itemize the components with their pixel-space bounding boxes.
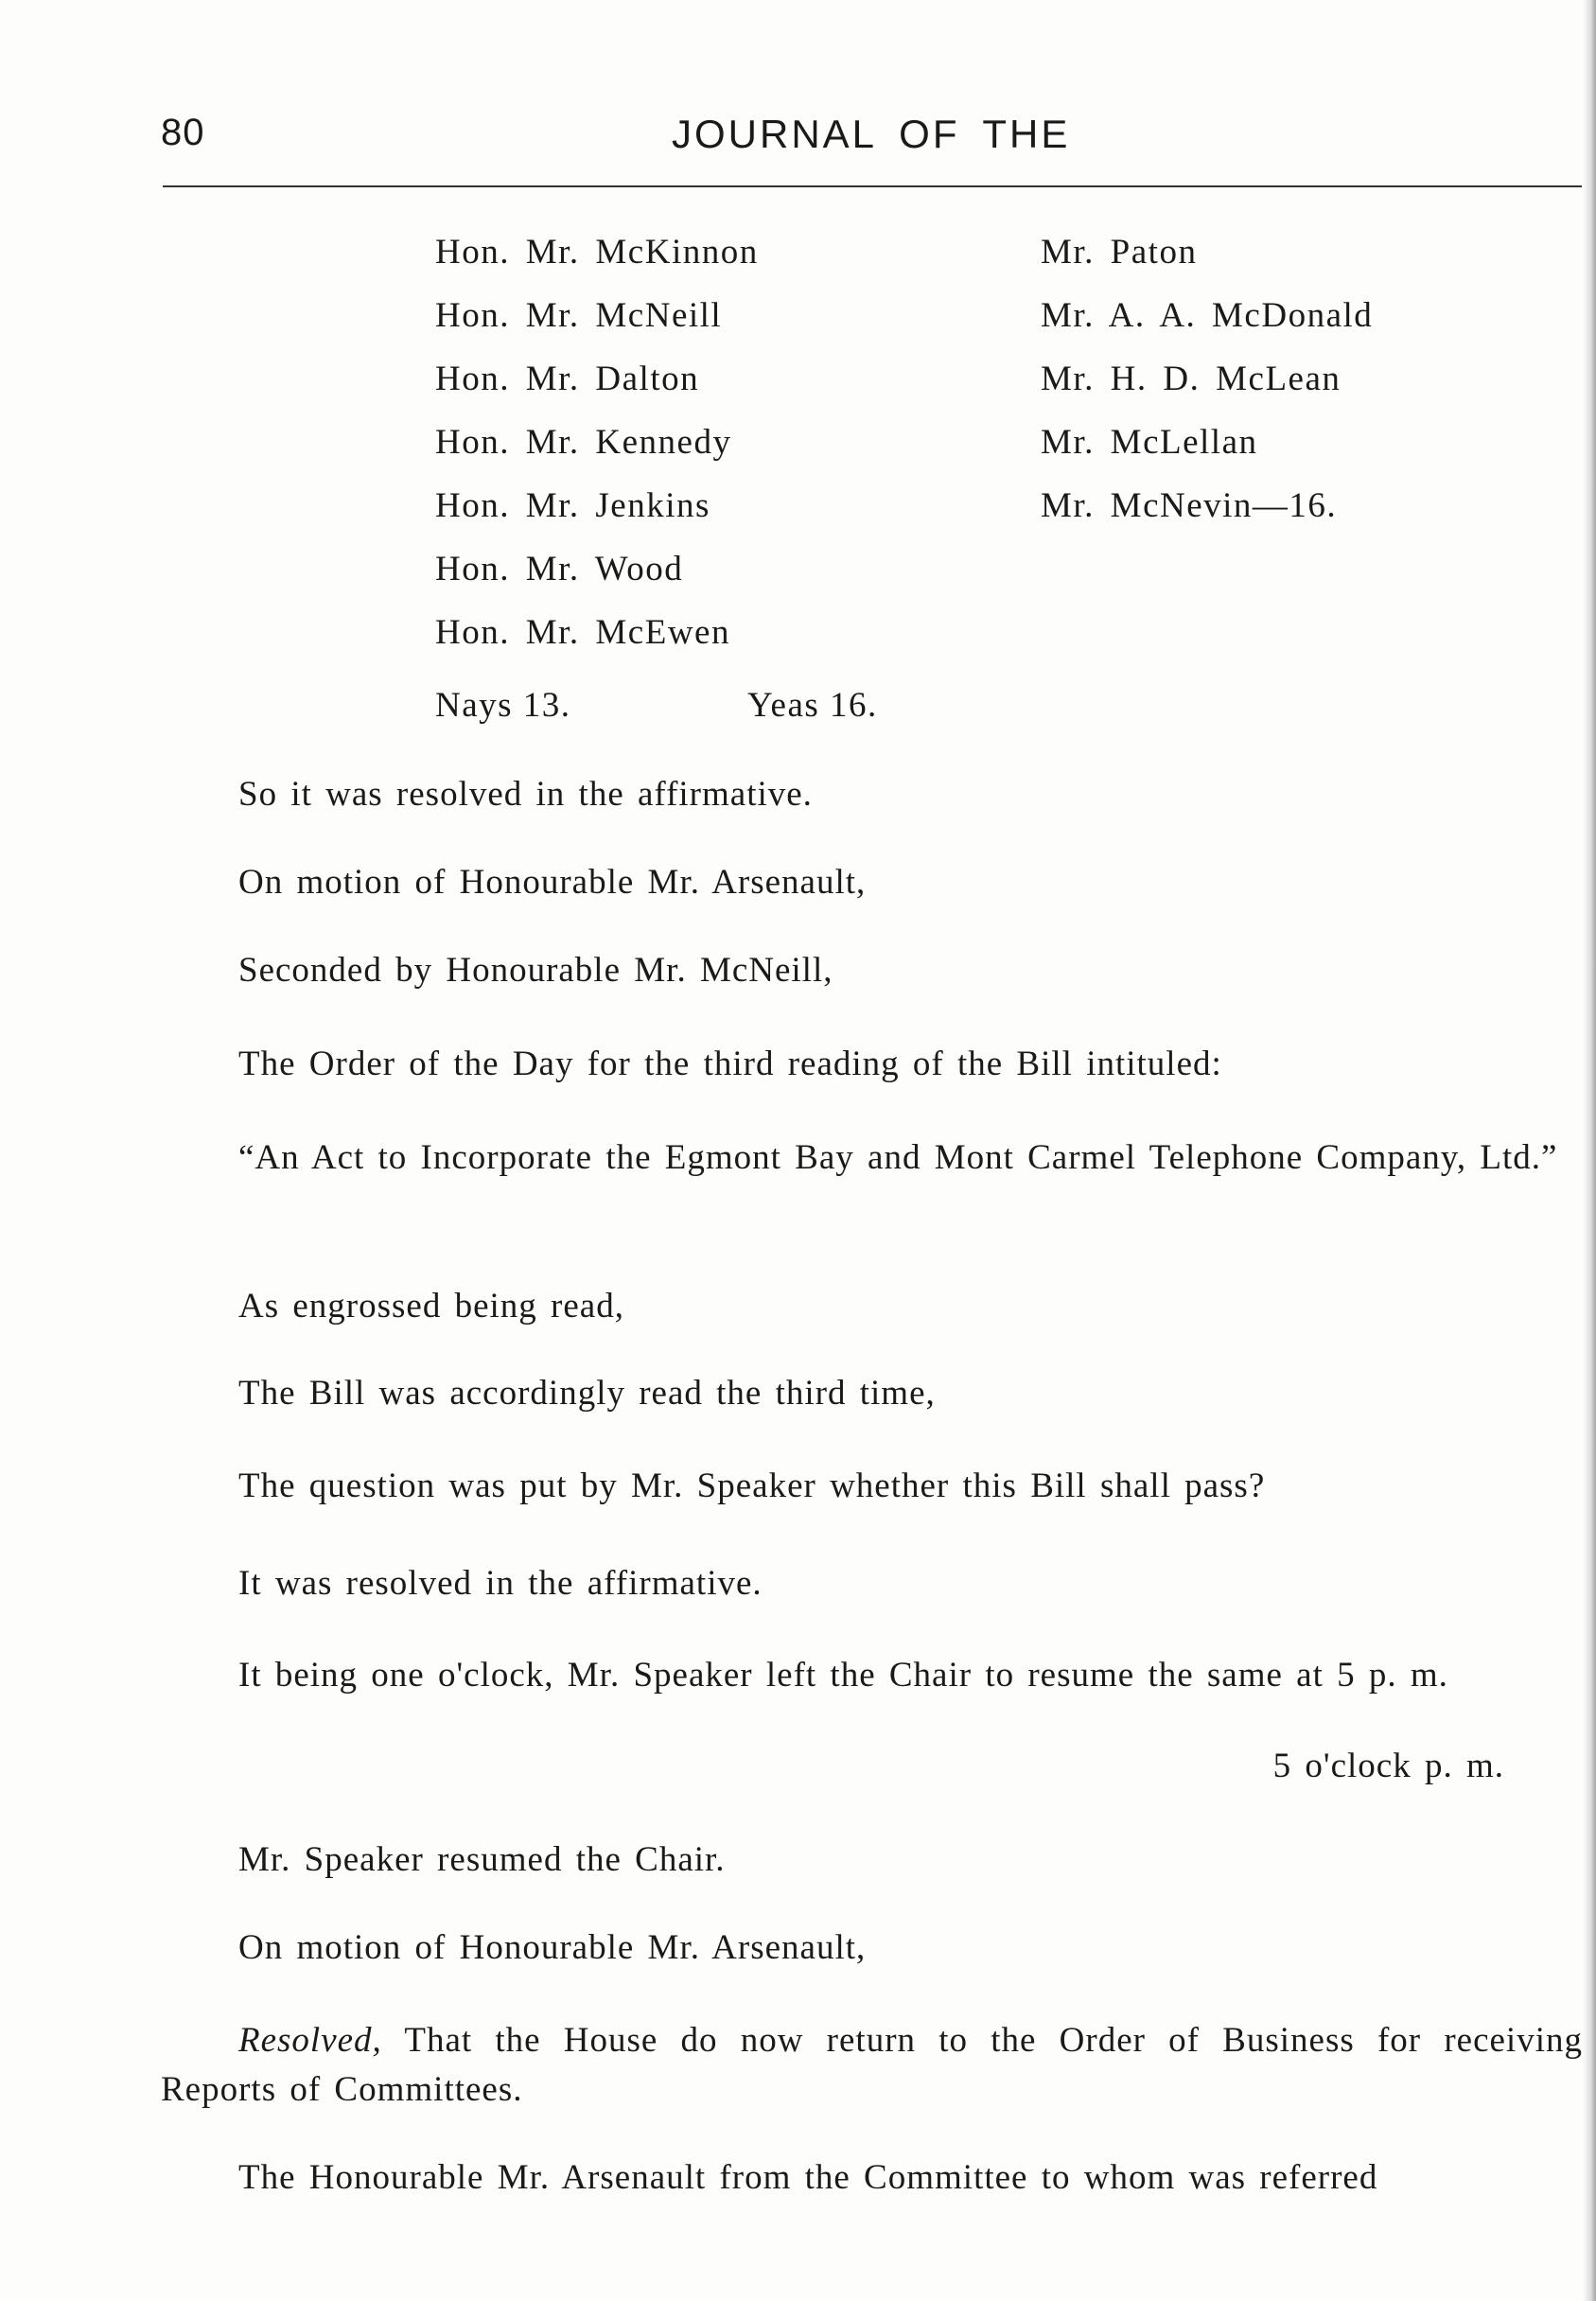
vote-name: Hon. Mr. McNeill <box>435 296 723 335</box>
paragraph: As engrossed being read, <box>238 1287 624 1326</box>
paragraph: The Order of the Day for the third reading of the Bill intituled: <box>238 1045 1222 1083</box>
paragraph: The Honourable Mr. Arsenault from the Committee to whom was referred <box>238 2158 1378 2197</box>
paragraph: Mr. Speaker resumed the Chair. <box>238 1840 726 1879</box>
vote-name: Mr. Paton <box>1041 233 1198 272</box>
vote-name: Mr. H. D. McLean <box>1041 360 1342 398</box>
resolved-label: Resolved, <box>238 2021 382 2060</box>
paragraph: On motion of Honourable Mr. Arsenault, <box>238 863 867 902</box>
vote-tally <box>435 685 1097 732</box>
paragraph: On motion of Honourable Mr. Arsenault, <box>238 1928 867 1967</box>
yeas-count: Yeas 16. <box>747 686 878 725</box>
vote-name: Hon. Mr. McKinnon <box>435 233 759 272</box>
page-header <box>161 112 1580 168</box>
resolution-paragraph <box>161 2016 1583 2115</box>
vote-name: Hon. Mr. Dalton <box>435 360 700 398</box>
paragraph: It being one o'clock, Mr. Speaker left the Chair to resume the same at 5 p. m. <box>238 1656 1448 1695</box>
vote-name: Mr. McLellan <box>1041 423 1258 462</box>
resolution-text: That the House do now return to the Order of Business for receiving Reports of Committees. <box>161 2021 1583 2109</box>
paragraph: The question was put by Mr. Speaker whether this Bill shall pass? <box>238 1467 1266 1505</box>
paragraph: Seconded by Honourable Mr. McNeill, <box>238 951 833 990</box>
time-note: 5 o'clock p. m. <box>1272 1747 1504 1785</box>
bill-title-paragraph: “An Act to Incorporate the Egmont Bay and Mont Carmel Telephone Company, Ltd.” <box>238 1138 1558 1177</box>
nays-count: Nays 13. <box>435 686 571 725</box>
paragraph: So it was resolved in the affirmative. <box>238 775 813 814</box>
header-rule <box>163 185 1582 187</box>
division-list <box>0 233 1596 734</box>
vote-name: Hon. Mr. Wood <box>435 550 684 588</box>
nays-column <box>435 233 759 676</box>
vote-name: Mr. A. A. McDonald <box>1041 296 1374 335</box>
vote-name: Hon. Mr. Jenkins <box>435 486 710 525</box>
vote-name: Mr. McNevin—16. <box>1041 486 1338 525</box>
page-number: 80 <box>161 112 205 153</box>
vote-name: Hon. Mr. McEwen <box>435 613 730 652</box>
paragraph: The Bill was accordingly read the third time, <box>238 1374 936 1413</box>
paragraph: It was resolved in the affirmative. <box>238 1564 763 1603</box>
yeas-column <box>1041 233 1373 550</box>
vote-name: Hon. Mr. Kennedy <box>435 423 732 462</box>
running-head: JOURNAL OF THE <box>672 112 1071 156</box>
